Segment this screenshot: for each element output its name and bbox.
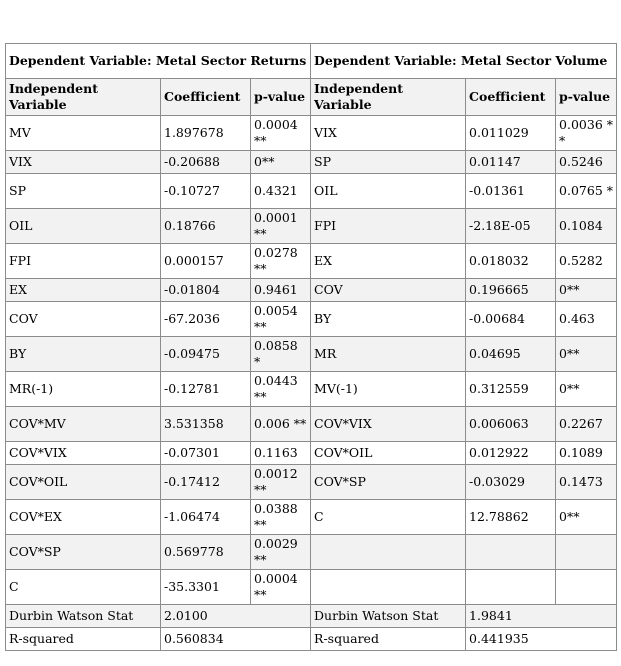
header-pvalue-left: p-value	[251, 79, 311, 116]
stat-label-right: Durbin Watson Stat	[311, 605, 466, 628]
right-variable: C	[311, 500, 466, 535]
table-row	[6, 372, 617, 407]
left-pvalue: 0.0001 **	[251, 209, 311, 244]
left-variable: MR(-1)	[6, 372, 161, 407]
stat-label-right: R-squared	[311, 628, 466, 651]
right-coefficient: 0.012922	[466, 442, 556, 465]
left-coefficient: -0.20688	[161, 151, 251, 174]
left-pvalue: 0**	[251, 151, 311, 174]
right-coefficient: -0.03029	[466, 465, 556, 500]
right-coefficient: 0.011029	[466, 116, 556, 151]
right-coefficient	[466, 535, 556, 570]
header-pvalue-right: p-value	[556, 79, 617, 116]
right-variable: COV*VIX	[311, 407, 466, 442]
column-header-row	[6, 79, 617, 116]
right-coefficient: -2.18E-05	[466, 209, 556, 244]
left-coefficient: -1.06474	[161, 500, 251, 535]
right-pvalue: 0.0036 **	[556, 116, 617, 151]
left-variable: COV*MV	[6, 407, 161, 442]
stat-label-left: R-squared	[6, 628, 161, 651]
right-coefficient: 12.78862	[466, 500, 556, 535]
right-pvalue: 0.5246	[556, 151, 617, 174]
right-pvalue: 0.0765 *	[556, 174, 617, 209]
right-pvalue: 0.1089	[556, 442, 617, 465]
left-pvalue: 0.0388 **	[251, 500, 311, 535]
table-row	[6, 116, 617, 151]
left-coefficient: 0.569778	[161, 535, 251, 570]
stat-value-right: 1.9841	[466, 605, 617, 628]
left-coefficient: -0.07301	[161, 442, 251, 465]
right-coefficient: 0.01147	[466, 151, 556, 174]
left-pvalue: 0.1163	[251, 442, 311, 465]
left-pvalue: 0.4321	[251, 174, 311, 209]
left-pvalue: 0.0278 **	[251, 244, 311, 279]
header-coefficient-right: Coefficient	[466, 79, 556, 116]
right-variable: MR	[311, 337, 466, 372]
table-body	[6, 44, 617, 651]
left-pvalue: 0.0004 **	[251, 116, 311, 151]
right-coefficient: 0.196665	[466, 279, 556, 302]
left-coefficient: 1.897678	[161, 116, 251, 151]
left-coefficient: -0.17412	[161, 465, 251, 500]
header-coefficient-left: Coefficient	[161, 79, 251, 116]
right-variable: SP	[311, 151, 466, 174]
table-row	[6, 279, 617, 302]
regression-table	[5, 43, 617, 651]
right-pvalue: 0.5282	[556, 244, 617, 279]
stat-label-left: Durbin Watson Stat	[6, 605, 161, 628]
right-variable: COV*OIL	[311, 442, 466, 465]
left-pvalue: 0.0012 **	[251, 465, 311, 500]
left-coefficient: 0.18766	[161, 209, 251, 244]
left-variable: COV	[6, 302, 161, 337]
left-variable: COV*EX	[6, 500, 161, 535]
table-row	[6, 151, 617, 174]
left-variable: FPI	[6, 244, 161, 279]
left-title: Dependent Variable: Metal Sector Returns	[6, 44, 311, 79]
right-variable	[311, 570, 466, 605]
right-coefficient: 0.018032	[466, 244, 556, 279]
left-pvalue: 0.0029 **	[251, 535, 311, 570]
table-row	[6, 570, 617, 605]
table-row	[6, 337, 617, 372]
right-variable	[311, 535, 466, 570]
header-independent-right: Independent Variable	[311, 79, 466, 116]
table-row	[6, 535, 617, 570]
right-pvalue	[556, 570, 617, 605]
right-pvalue: 0.1084	[556, 209, 617, 244]
right-pvalue: 0.463	[556, 302, 617, 337]
right-coefficient: 0.312559	[466, 372, 556, 407]
r-squared-row	[6, 628, 617, 651]
right-pvalue: 0.2267	[556, 407, 617, 442]
left-pvalue: 0.0443 **	[251, 372, 311, 407]
left-coefficient: -0.12781	[161, 372, 251, 407]
left-coefficient: 3.531358	[161, 407, 251, 442]
right-variable: BY	[311, 302, 466, 337]
left-variable: COV*OIL	[6, 465, 161, 500]
stat-value-left: 2.0100	[161, 605, 311, 628]
table-row	[6, 209, 617, 244]
right-pvalue: 0**	[556, 337, 617, 372]
table-row	[6, 174, 617, 209]
left-pvalue: 0.006 **	[251, 407, 311, 442]
table-row	[6, 302, 617, 337]
left-coefficient: -0.09475	[161, 337, 251, 372]
right-variable: OIL	[311, 174, 466, 209]
left-variable: BY	[6, 337, 161, 372]
right-title: Dependent Variable: Metal Sector Volume	[311, 44, 617, 79]
right-coefficient: -0.00684	[466, 302, 556, 337]
left-variable: MV	[6, 116, 161, 151]
left-variable: SP	[6, 174, 161, 209]
right-variable: MV(-1)	[311, 372, 466, 407]
left-pvalue: 0.9461	[251, 279, 311, 302]
right-variable: FPI	[311, 209, 466, 244]
table-row	[6, 500, 617, 535]
durbin-watson-row	[6, 605, 617, 628]
right-variable: COV*SP	[311, 465, 466, 500]
table-row	[6, 244, 617, 279]
left-pvalue: 0.0858 *	[251, 337, 311, 372]
left-variable: COV*SP	[6, 535, 161, 570]
table-row	[6, 465, 617, 500]
table-row	[6, 407, 617, 442]
right-coefficient: 0.006063	[466, 407, 556, 442]
left-coefficient: 0.000157	[161, 244, 251, 279]
left-variable: OIL	[6, 209, 161, 244]
right-coefficient: 0.04695	[466, 337, 556, 372]
right-variable: EX	[311, 244, 466, 279]
left-variable: C	[6, 570, 161, 605]
right-pvalue: 0.1473	[556, 465, 617, 500]
right-pvalue: 0**	[556, 500, 617, 535]
right-variable: VIX	[311, 116, 466, 151]
left-variable: EX	[6, 279, 161, 302]
left-coefficient: -0.10727	[161, 174, 251, 209]
right-coefficient	[466, 570, 556, 605]
left-variable: VIX	[6, 151, 161, 174]
right-variable: COV	[311, 279, 466, 302]
left-coefficient: -67.2036	[161, 302, 251, 337]
table-row	[6, 442, 617, 465]
right-pvalue: 0**	[556, 279, 617, 302]
right-pvalue	[556, 535, 617, 570]
title-row	[6, 44, 617, 79]
stat-value-left: 0.560834	[161, 628, 311, 651]
right-coefficient: -0.01361	[466, 174, 556, 209]
left-variable: COV*VIX	[6, 442, 161, 465]
header-independent-left: Independent Variable	[6, 79, 161, 116]
left-pvalue: 0.0004 **	[251, 570, 311, 605]
left-coefficient: -35.3301	[161, 570, 251, 605]
left-pvalue: 0.0054 **	[251, 302, 311, 337]
stat-value-right: 0.441935	[466, 628, 617, 651]
right-pvalue: 0**	[556, 372, 617, 407]
left-coefficient: -0.01804	[161, 279, 251, 302]
